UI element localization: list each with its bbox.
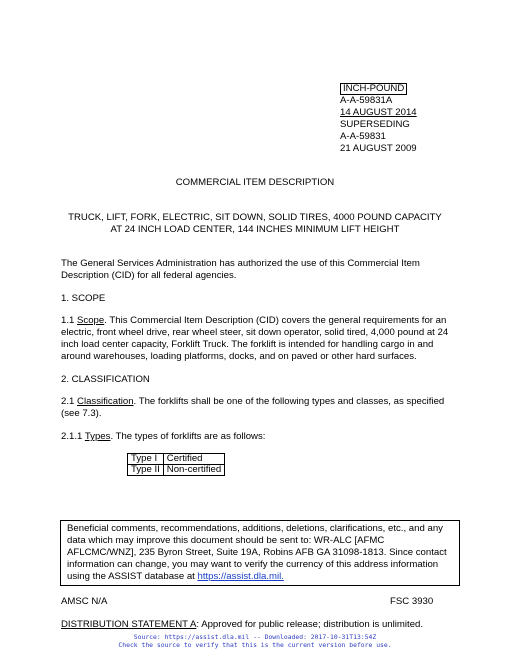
types-text: . The types of forklifts are as follows: xyxy=(110,431,266,442)
type-description-cell: Certified xyxy=(163,454,224,465)
subtitle-line-2: AT 24 INCH LOAD CENTER, 144 INCHES MINIMUM LIFT HEIGHT xyxy=(110,224,400,235)
scope-heading: 1. SCOPE xyxy=(61,293,106,304)
scope-text: . This Commercial Item Description (CID) covers the general requirements for an electric, front wheel drive, rear wheel steer, sit down operator, solid tired, 4,000 pound at 24 inch load center capacity, Forklift Truck. The forklift is intended for handling cargo in and around warehouses, loading platforms, docks, and on paved or other hard surfaces. xyxy=(61,315,449,362)
table-row xyxy=(128,465,225,476)
types-table xyxy=(127,453,225,476)
source-stamp xyxy=(0,633,510,649)
classification-paragraph xyxy=(61,396,461,420)
types-number: 2.1.1 xyxy=(61,431,83,442)
type-description-cell: Non-certified xyxy=(163,465,224,476)
classification-heading: 2. CLASSIFICATION xyxy=(61,374,150,385)
distribution-label: DISTRIBUTION STATEMENT A xyxy=(61,619,197,630)
distribution-statement xyxy=(61,619,423,631)
previous-document-date: 21 AUGUST 2009 xyxy=(340,143,417,154)
document-number: A-A-59831A xyxy=(340,95,393,106)
type-cell: Type II xyxy=(128,465,164,476)
scope-label: Scope xyxy=(77,315,105,326)
previous-document-number: A-A-59831 xyxy=(340,131,386,142)
classification-number: 2.1 xyxy=(61,396,75,407)
amsc-label: AMSC N/A xyxy=(61,596,108,607)
source-line-1: Source: https://assist.dla.mil -- Downloaded: 2017-10-31T13:54Z xyxy=(133,633,377,641)
table-row xyxy=(128,454,225,465)
classification-text: . The forklifts shall be one of the following types and classes, as specified (see 7.3). xyxy=(61,396,445,419)
scope-number: 1.1 xyxy=(61,315,75,326)
types-label: Types xyxy=(84,431,111,442)
type-cell: Type I xyxy=(128,454,164,465)
comments-notice-box xyxy=(60,520,460,586)
document-subtitle xyxy=(0,212,510,236)
authorization-paragraph: The General Services Administration has authorized the use of this Commercial Item Description (CID) for all federal agencies. xyxy=(61,258,420,281)
source-line-2: Check the source to verify that this is the current version before use. xyxy=(118,641,392,649)
types-paragraph xyxy=(61,431,461,443)
scope-paragraph xyxy=(61,315,461,363)
distribution-text: : Approved for public release; distribution is unlimited. xyxy=(196,619,424,630)
fsc-label: FSC 3930 xyxy=(390,596,434,607)
notice-text: Beneficial comments, recommendations, additions, deletions, clarifications, etc., and any data which may improve this document should be sent to: WR-ALC [AFMC AFLCMC/WNZ], 235 Byron Street, Suite 19A, Robins AFB GA 31098-1813. Since contact information can change, you may want to verify the currency of this address information using the ASSIST database at xyxy=(67,523,447,582)
superseding-label: SUPERSEDING xyxy=(340,119,410,130)
document-title: COMMERCIAL ITEM DESCRIPTION xyxy=(175,177,335,188)
subtitle-line-1: TRUCK, LIFT, FORK, ELECTRIC, SIT DOWN, SOLID TIRES, 4000 POUND CAPACITY xyxy=(68,212,442,223)
inch-pound-label: INCH-POUND xyxy=(340,83,407,95)
document-date: 14 AUGUST 2014 xyxy=(340,107,417,118)
document-header xyxy=(340,83,417,155)
assist-link[interactable]: https://assist.dla.mil. xyxy=(197,571,284,582)
classification-label: Classification xyxy=(77,396,134,407)
